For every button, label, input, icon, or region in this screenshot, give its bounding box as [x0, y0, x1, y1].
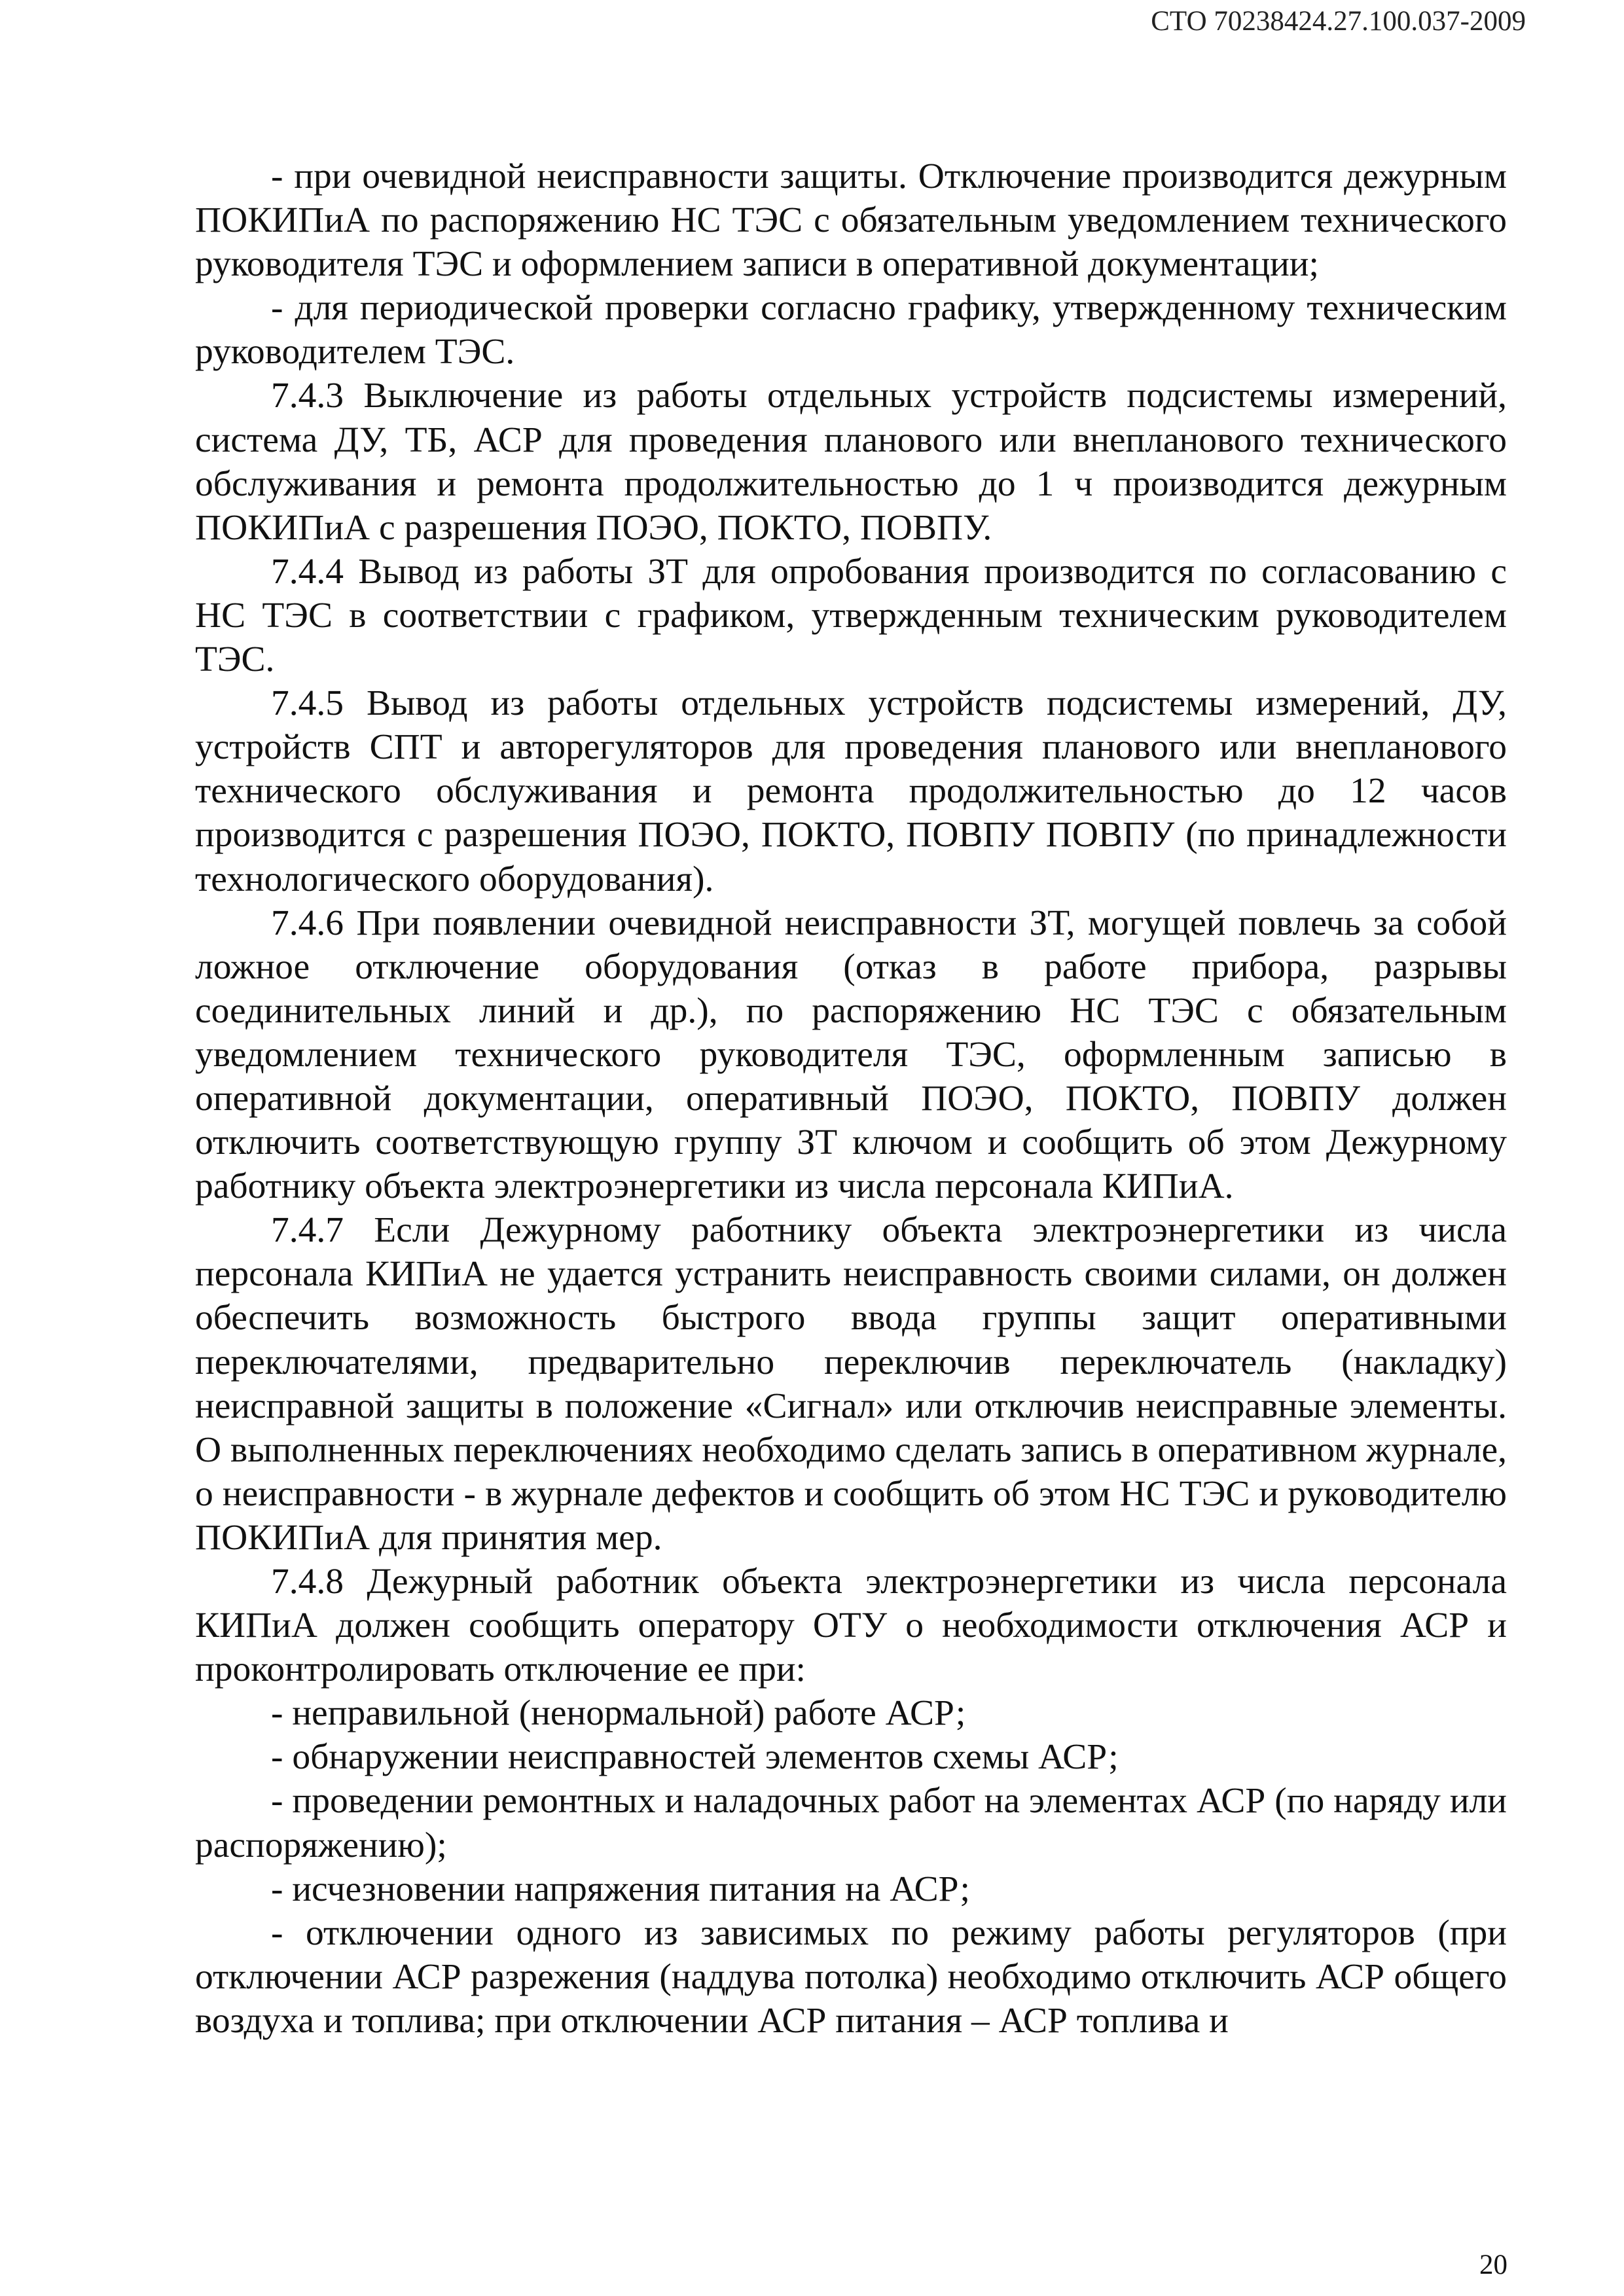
document-body: [195, 154, 1507, 2043]
paragraph: 7.4.5 Вывод из работы отдельных устройств подсистемы измерений, ДУ, устройств СПТ и авторегуляторов для проведения планового или внепланового технического обслуживания и ремонта продолжительностью до 12 часов производится с разрешения ПОЭО, ПОКТО, ПОВПУ ПОВПУ (по принадлежности технологического оборудования).: [195, 683, 1507, 899]
paragraph: 7.4.7 Если Дежурному работнику объекта электроэнергетики из числа персонала КИПиА не удается устранить неисправность своими силами, он должен обеспечить возможность быстрого ввода группы защит оперативными переключателями, предварительно переключив переключатель (накладку) неисправной защиты в положение «Сигнал» или отключив неисправные элементы. О выполненных переключениях необходимо сделать запись в оперативном журнале, о неисправности - в журнале дефектов и сообщить об этом НС ТЭС и руководителю ПОКИПиА для принятия мер.: [195, 1210, 1507, 1558]
list-item: - проведении ремонтных и наладочных работ на элементах АСР (по наряду или распоряжению);: [195, 1781, 1507, 1865]
paragraph: - для периодической проверки согласно графику, утвержденному техническим руководителем ТЭС.: [195, 288, 1507, 372]
list-item: - отключении одного из зависимых по режиму работы регуляторов (при отключении АСР разрежения (наддува потолка) необходимо отключить АСР общего воздуха и топлива; при отключении АСР питания – АСР топлива и: [195, 1912, 1507, 2041]
list-item: - обнаружении неисправностей элементов схемы АСР;: [271, 1737, 1119, 1778]
paragraph: - при очевидной неисправности защиты. Отключение производится дежурным ПОКИПиА по распоряжению НС ТЭС с обязательным уведомлением технического руководителя ТЭС и оформлением записи в оперативной документации;: [195, 156, 1507, 285]
paragraph: 7.4.3 Выключение из работы отдельных устройств подсистемы измерений, система ДУ, ТБ, АСР для проведения планового или внепланового технического обслуживания и ремонта продолжительностью до 1 ч производится дежурным ПОКИПиА с разрешения ПОЭО, ПОКТО, ПОВПУ.: [195, 376, 1507, 548]
list-item: - неправильной (ненормальной) работе АСР;: [271, 1693, 966, 1734]
list-item: - исчезновении напряжения питания на АСР;: [271, 1869, 970, 1909]
page-number: 20: [1479, 2250, 1507, 2280]
paragraph: 7.4.8 Дежурный работник объекта электроэнергетики из числа персонала КИПиА должен сообщить оператору ОТУ о необходимости отключения АСР и проконтролировать отключение ее при:: [195, 1562, 1507, 1690]
document-header: СТО 70238424.27.100.037-2009: [1151, 6, 1526, 37]
paragraph: 7.4.4 Вывод из работы ЗТ для опробования производится по согласованию с НС ТЭС в соответствии с графиком, утвержденным техническим руководителем ТЭС.: [195, 551, 1507, 680]
paragraph: 7.4.6 При появлении очевидной неисправности ЗТ, могущей повлечь за собой ложное отключение оборудования (отказ в работе прибора, разрывы соединительных линий и др.), по распоряжению НС ТЭС с обязательным уведомлением технического руководителя ТЭС, оформленным записью в оперативной документации, оперативный ПОЭО, ПОКТО, ПОВПУ должен отключить соответствующую группу ЗТ ключом и сообщить об этом Дежурному работнику объекта электроэнергетики из числа персонала КИПиА.: [195, 903, 1507, 1207]
